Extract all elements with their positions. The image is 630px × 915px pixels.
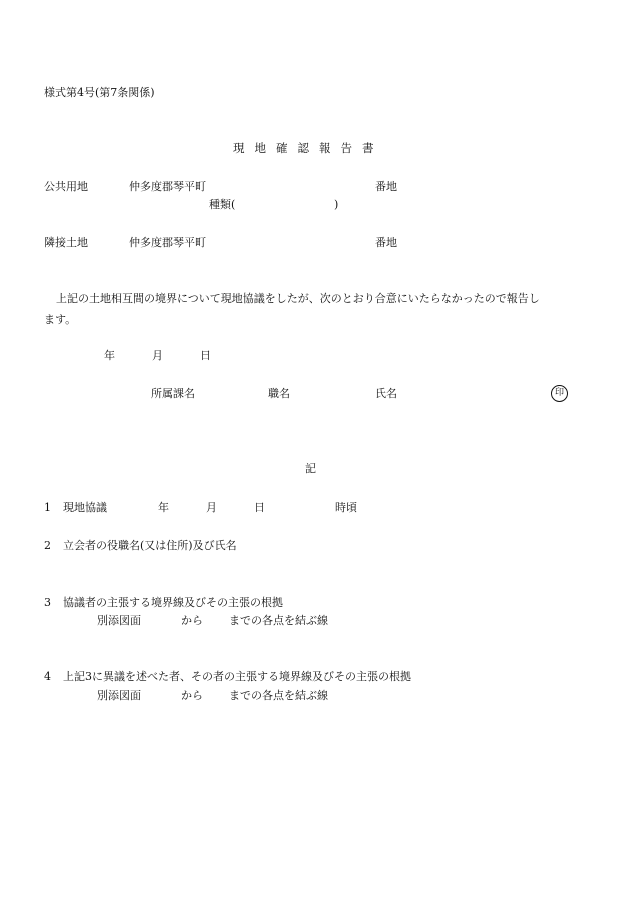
date-month: 月: [152, 349, 163, 362]
item-4-sub-a: 別添図面: [97, 689, 141, 702]
adjacent-land-label: 隣接土地: [44, 236, 88, 249]
item-4-number: 4: [44, 670, 51, 683]
item-1-number: 1: [44, 501, 51, 514]
date-year: 年: [104, 349, 115, 362]
body-text-line-2: ます。: [44, 313, 77, 326]
body-text-line-1: 上記の土地相互間の境界について現地協議をしたが、次のとおり合意にいたらなかったので報告し: [56, 292, 540, 305]
page-title: 現地確認報告書: [233, 141, 384, 155]
item-4-sub-c: までの各点を結ぶ線: [229, 689, 328, 702]
item-3-sub-c: までの各点を結ぶ線: [229, 614, 328, 627]
signatory-department: 所属課名: [151, 387, 195, 400]
item-2-number: 2: [44, 539, 51, 552]
seal-mark: 印: [551, 385, 568, 402]
public-land-location: 仲多度郡琴平町: [129, 180, 206, 193]
item-1-day: 日: [254, 501, 265, 514]
signatory-name: 氏名: [375, 387, 397, 400]
item-4-text: 上記3に異議を述べた者、その者の主張する境界線及びその主張の根拠: [63, 670, 411, 683]
form-number: 様式第4号(第7条関係): [44, 86, 155, 99]
item-3-text: 協議者の主張する境界線及びその主張の根拠: [63, 596, 283, 609]
item-3-number: 3: [44, 596, 51, 609]
public-land-kind: 種類(: [209, 198, 236, 211]
item-2-text: 立会者の役職名(又は住所)及び氏名: [63, 539, 237, 552]
ki-heading: 記: [305, 462, 316, 475]
public-land-lot-suffix: 番地: [375, 180, 397, 193]
item-1-year: 年: [158, 501, 169, 514]
item-3-sub-a: 別添図面: [97, 614, 141, 627]
item-4-sub-b: から: [181, 689, 203, 702]
item-3-sub-b: から: [181, 614, 203, 627]
item-1-text: 現地協議: [63, 501, 107, 514]
date-day: 日: [200, 349, 211, 362]
adjacent-land-lot-suffix: 番地: [375, 236, 397, 249]
signatory-position: 職名: [268, 387, 290, 400]
item-1-month: 月: [206, 501, 217, 514]
item-1-time: 時頃: [335, 501, 357, 514]
public-land-label: 公共用地: [44, 180, 88, 193]
public-land-kind-close: ): [334, 198, 339, 211]
adjacent-land-location: 仲多度郡琴平町: [129, 236, 206, 249]
